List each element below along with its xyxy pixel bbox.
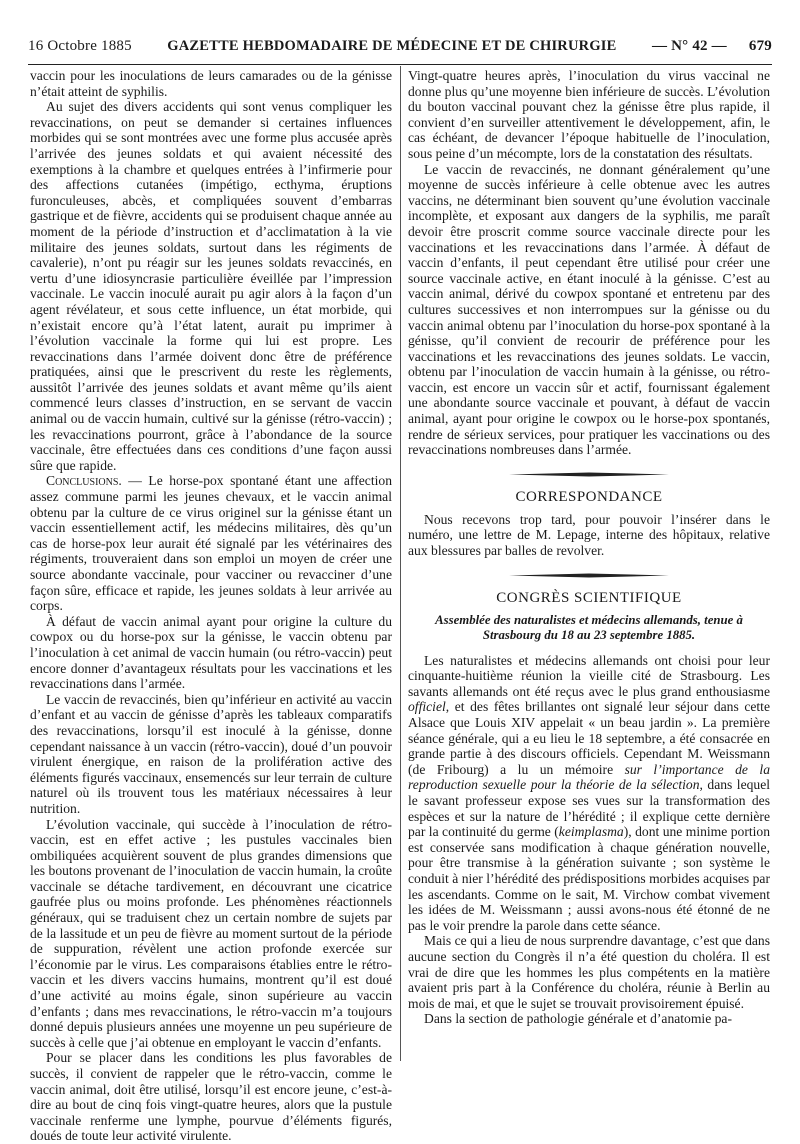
right-column	[408, 68, 770, 1077]
paragraph: Mais ce qui a lieu de nous surprendre davantage, c’est que dans aucune section du Congrès il n’a été question du choléra. Il est vrai de dire que les hommes les plus compétents en la matière avaient pris part à la Conférence du choléra, réunie à Berlin au mois de mai, et que le sujet se trouvait provisoirement épuisé.	[408, 933, 770, 1011]
memoir-title: sur l’importance de la reproduction sexuelle pour la théorie de la sélection	[408, 761, 770, 793]
paragraph-conclusions	[30, 473, 392, 613]
paragraph: Vingt-quatre heures après, l’inoculation du virus vaccinal ne donne plus qu’une moyenne bien inférieure de succès. L’évolution du bouton vaccinal pouvant chez la génisse être plus rapide, il convient d’en surveiller attentivement le développement, afin, le cas échéant, de devancer l’époque habituelle de l’inoculation, sous peine d’un mécompte, lors de la constatation des résultats.	[408, 68, 770, 161]
paragraph: Au sujet des divers accidents qui sont venus compliquer les revaccinations, on peut se demander si certaines influences morbides qui se sont montrées avec une forme plus accusée après l’arrivée des jeunes soldats et qui avaient nécessité des exemptions à la chambre et quelques entrées à l’infirmerie pour des affections cutanées (impétigo, ecthyma, éruptions furonculeuses, abcès, et compliquées souvent d’embarras gastrique et de fièvre, accidents qui se produisent chaque année au moment de la période d’instruction et d’acclimatation à la vie militaire des jeunes soldats, surtout dans les régiments de cavalerie), n’ont pu réagir sur les jeunes soldats revaccinés, en vertu d’une idiosyncrasie particulière éveillée par l’impression vaccinale. Le vaccin inoculé aurait pu agir alors à la façon d’un agent révélateur, et sous cette influence, un état morbide, qui n’existait encore qu’à l’état latent, aurait pu imprimer à l’évolution vaccinale la forme qui lui est propre. Les revaccinations dans l’armée doivent donc être de préférence pratiquées, ainsi que le prescrivent du reste les règlements, aussitôt l’arrivée des jeunes soldats et avant même qu’ils aient commencé leurs classes d’instruction, en se servant de vaccin animal ou de vaccin humain, cultivé sur la génisse (rétro-vaccin) ; les revaccinations pourront, grâce à l’abondance de la source vaccinale, être effectuées dans ces conditions d’une façon aussi sûre que rapide.	[30, 99, 392, 473]
emphasis: keimplasma	[558, 824, 624, 840]
left-column	[30, 68, 392, 1144]
correspondance-text: Nous recevons trop tard, pour pouvoir l’insérer dans le numéro, une lettre de M. Lepage, interne des hôpitaux, relative aux blessures par balles de revolver.	[408, 511, 770, 559]
text-run: ), dont une minime portion est conservée sans modification à chaque génération nouvelle, pour être transmise à la génération suivante ; son système le conduit à nier l’hérédité des prédispositions morbides acquises par les ascendants. Comme on le sait, M. Virchow combat vivement les idées de M. Weissmann ; aussi avons-nous été étonné de ne pas le voir prendre la parole dans cette séance.	[408, 824, 770, 933]
emphasis: officiel	[408, 699, 446, 715]
congres-paragraph	[408, 653, 770, 934]
conclusions-text: — Le horse-pox spontané étant une affection assez commune parmi les jeunes chevaux, et le vaccin animal obtenu par la culture de ce virus originel sur la génisse étant un vaccin essentiellement actif, les médecins militaires, dès qu’un cas de horse-pox leur aurait été signalé par les vétérinaires des régiments, trouveraient dans son emploi un moyen de créer une source abondante vaccinale, pour vacciner ou revacciner d’une façon sûre, efficace et rapide, les jeunes soldats à leur arrivée au corps.	[30, 473, 392, 614]
paragraph: Dans la section de pathologie générale et d’anatomie pa-	[424, 1011, 732, 1027]
issue-number: — N° 42 —	[652, 38, 727, 54]
paragraph: Le vaccin de revaccinés, bien qu’inférieur en activité au vaccin d’enfant et au vaccin de génisse d’après les tableaux comparatifs des revaccinations, lorsqu’il est inoculé à la génisse, donne cependant naissance à un vaccin (rétro-vaccin), doué d’un pouvoir virulent énergique, en raison de la prolifération active des éléments figurés vaccinaux, ensemencés sur leur terrain de culture naturel où ils trouvent tous les matériaux nécessaires à leur nutrition.	[30, 691, 392, 816]
text-run: , et des fêtes brillantes ont signalé leur séjour dans cette Alsace que Louis XIV appelait « un beau jardin ». La première séance générale, qui a eu lieu le 18 septembre, a été consacrée en grande partie à des discours officiels. Cependant M. Weissmann (de Fribourg) a lu un mémoire	[408, 699, 770, 777]
section-ornament	[509, 573, 669, 578]
page-number: 679	[748, 38, 772, 54]
congres-subtitle: Assemblée des naturalistes et médecins allemands, tenue à Strasbourg du 18 au 23 septembre 1885.	[435, 612, 743, 642]
congres-heading: CONGRÈS SCIENTIFIQUE	[496, 589, 682, 606]
running-header	[28, 38, 772, 60]
paragraph: Pour se placer dans les conditions les plus favorables de succès, il convient de rappeler que le rétro-vaccin, comme le vaccin animal, doit être utilisé, lorsqu’il est encore jeune, c’est-à-dire au bout de cinq fois vingt-quatre heures, alors que la pustule vaccinale renferme une lymphe, pourvue d’éléments figurés, doués de toute leur activité virulente.	[30, 1050, 392, 1144]
section-ornament	[509, 472, 669, 477]
text-run: , dans lequel le savant professeur expose ses vues sur la transformation des espèces et sur la nature de l’hérédité ; il explique cette dernière par la continuité du germe (	[408, 777, 771, 840]
paragraph: vaccin pour les inoculations de leurs camarades ou de la génisse n’était atteint de syphilis.	[30, 68, 392, 99]
correspondance-heading: CORRESPONDANCE	[515, 488, 663, 505]
header-date: 16 Octobre 1885	[28, 38, 132, 54]
paragraph: À défaut de vaccin animal ayant pour origine la culture du cowpox ou du horse-pox sur la génisse, le vaccin obtenu par l’inoculation à cet animal de vaccin humain (ou rétro-vaccin) peut encore donner d’avantageux résultats pour les vaccinations et les revaccinations dans l’armée.	[30, 613, 392, 692]
paragraph: Le vaccin de revaccinés, ne donnant généralement qu’une moyenne de succès inférieure à celle obtenue avec les autres vaccins, ne déterminant bien souvent qu’une évolution vaccinale incomplète, et exposant aux dangers de la syphilis, me paraît devoir être proscrit comme source vaccinale directe pour les vaccinations et les revaccinations dans l’armée. À défaut de vaccin d’enfants, il peut cependant être utilisé pour créer une source vaccinale active, en étant inoculé à la génisse. C’est au vaccin animal, dérivé du cowpox spontané et entretenu par des cultures successives et non interrompues sur la génisse ou du vaccin animal obtenu par l’inoculation du horse-pox spontané à la génisse, qu’il convient de recourir de préférence pour les vaccinations et les revaccinations des jeunes soldats. Le vaccin, obtenu par l’inoculation de vaccin humain à la génisse, ou rétro-vaccin, est encore un vaccin sûr et actif, fournissant également une abondante source vaccinale et pouvant, à défaut de vaccin animal, ayant pour origine le cowpox ou le horse-pox spontanés, rendre de sérieux services, pour pratiquer les vaccinations ou des revaccinations nombreuses dans l’armée.	[408, 161, 770, 458]
paragraph: L’évolution vaccinale, qui succède à l’inoculation de rétro-vaccin, est en effet active ; les pustules vaccinales bien ombiliquées acquièrent souvent de plus grandes dimensions que les boutons provenant de l’inoculation de vaccin humain, la croûte vaccinale se détache tardivement, en découvrant une cicatrice gaufrée plus ou moins profonde. Les phénomènes réactionnels généraux, qui se traduisent chez un certain nombre de sujets par de la lassitude et un peu de fièvre au moment surtout de la période de suppuration, révèlent une action profonde exercée sur l’économie par le virus. Les comparaisons établies entre le rétro-vaccin et les divers vaccins humains, montrent qu’il est doué d’une activité au moins égale, sinon supérieure au vaccin d’enfants ; dans mes revaccinations, le rétro-vaccin m’a toujours donné depuis plusieurs années une moyenne un peu supérieure de succès à celle que j’ai obtenue en employant le vaccin d’enfants.	[30, 816, 392, 1050]
journal-title: GAZETTE HEBDOMADAIRE DE MÉDECINE ET DE CHIRURGIE	[167, 38, 617, 54]
header-rule	[28, 64, 772, 65]
column-divider	[400, 66, 401, 1061]
conclusions-label: Conclusions.	[46, 473, 122, 489]
text-run: Les naturalistes et médecins allemands ont choisi pour leur cinquante-huitième réunion la vieille cité de Strasbourg. Les savants allemands ont été reçus avec le plus grand enthousiasme	[408, 652, 770, 699]
